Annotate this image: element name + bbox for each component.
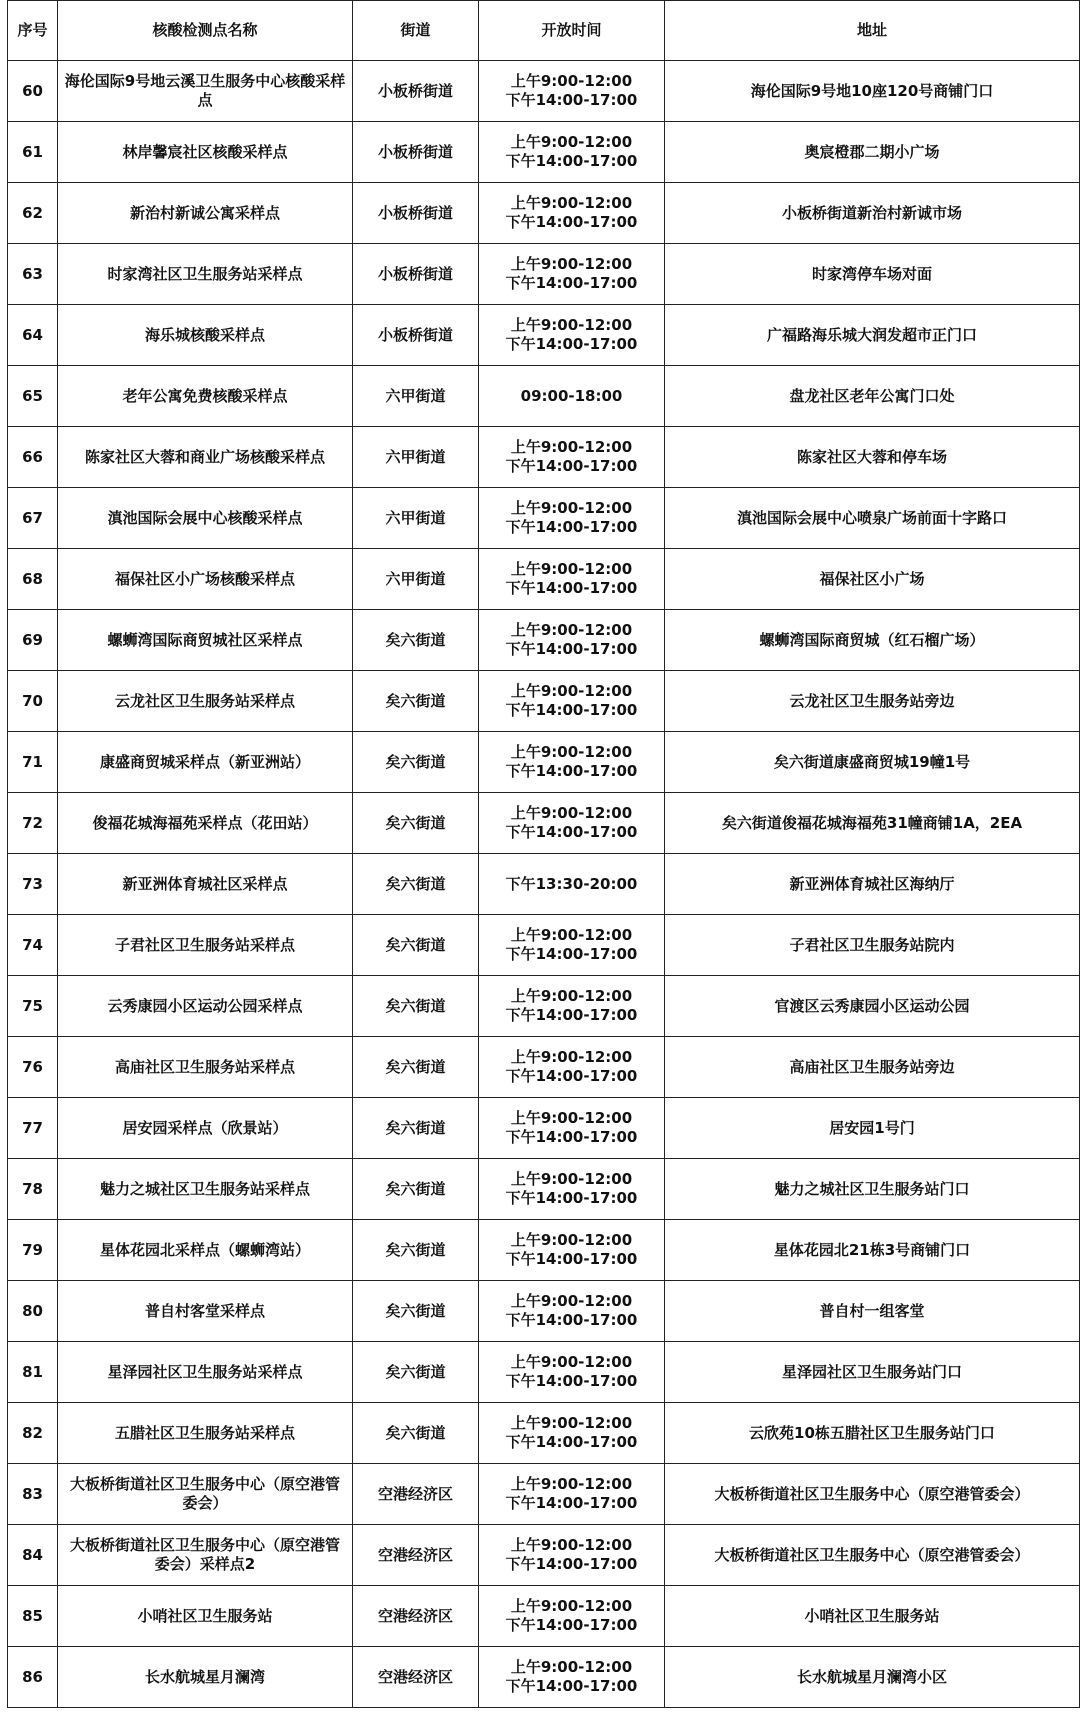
cell-open-hours <box>479 1525 665 1586</box>
open-hours-line: 下午14:00-17:00 <box>505 457 638 475</box>
cell-street: 矣六街道 <box>353 1403 479 1464</box>
cell-street: 矣六街道 <box>353 854 479 915</box>
cell-address: 普自村一组客堂 <box>665 1281 1080 1342</box>
cell-address: 星泽园社区卫生服务站门口 <box>665 1342 1080 1403</box>
table-row <box>8 610 1080 671</box>
cell-address: 矣六街道康盛商贸城19幢1号 <box>665 732 1080 793</box>
open-hours-line: 下午14:00-17:00 <box>505 1372 638 1390</box>
cell-serial-number: 69 <box>8 610 58 671</box>
cell-address: 海伦国际9号地10座120号商铺门口 <box>665 61 1080 122</box>
open-hours-line: 上午9:00-12:00 <box>510 1536 633 1554</box>
open-hours-line: 下午14:00-17:00 <box>505 518 638 536</box>
table-row <box>8 244 1080 305</box>
cell-open-hours <box>479 305 665 366</box>
cell-street: 矣六街道 <box>353 1037 479 1098</box>
table-body <box>8 61 1080 1708</box>
table-row <box>8 1220 1080 1281</box>
cell-serial-number: 70 <box>8 671 58 732</box>
open-hours-line: 下午14:00-17:00 <box>505 1555 638 1573</box>
table-row <box>8 1525 1080 1586</box>
cell-street: 矣六街道 <box>353 793 479 854</box>
open-hours-line: 下午14:00-17:00 <box>505 1616 638 1634</box>
open-hours-line: 上午9:00-12:00 <box>510 1475 633 1493</box>
cell-site-name: 小哨社区卫生服务站 <box>58 1586 353 1647</box>
cell-serial-number: 75 <box>8 976 58 1037</box>
open-hours-line: 下午14:00-17:00 <box>505 1250 638 1268</box>
open-hours-line: 上午9:00-12:00 <box>510 255 633 273</box>
table-row <box>8 976 1080 1037</box>
cell-open-hours <box>479 427 665 488</box>
cell-site-name: 大板桥街道社区卫生服务中心（原空港管委会）采样点2 <box>58 1525 353 1586</box>
table-row <box>8 854 1080 915</box>
cell-open-hours <box>479 61 665 122</box>
open-hours-line: 下午14:00-17:00 <box>505 152 638 170</box>
cell-site-name: 新治村新诚公寓采样点 <box>58 183 353 244</box>
open-hours-line: 下午14:00-17:00 <box>505 1494 638 1512</box>
cell-street: 小板桥街道 <box>353 244 479 305</box>
table-header <box>8 1 1080 61</box>
table-row <box>8 671 1080 732</box>
open-hours-line: 下午14:00-17:00 <box>505 1189 638 1207</box>
cell-site-name: 螺蛳湾国际商贸城社区采样点 <box>58 610 353 671</box>
open-hours-line: 下午14:00-17:00 <box>505 945 638 963</box>
table-row <box>8 1403 1080 1464</box>
open-hours-line: 下午14:00-17:00 <box>505 1006 638 1024</box>
cell-site-name: 子君社区卫生服务站采样点 <box>58 915 353 976</box>
header-open-hours: 开放时间 <box>479 1 665 61</box>
open-hours-line: 上午9:00-12:00 <box>510 72 633 90</box>
cell-street: 六甲街道 <box>353 427 479 488</box>
open-hours-line: 上午9:00-12:00 <box>510 499 633 517</box>
cell-street: 六甲街道 <box>353 549 479 610</box>
cell-site-name: 高庙社区卫生服务站采样点 <box>58 1037 353 1098</box>
cell-open-hours <box>479 976 665 1037</box>
cell-serial-number: 73 <box>8 854 58 915</box>
table-row <box>8 1647 1080 1708</box>
open-hours-line: 下午13:30-20:00 <box>505 874 638 893</box>
cell-serial-number: 61 <box>8 122 58 183</box>
cell-open-hours <box>479 732 665 793</box>
cell-address: 长水航城星月澜湾小区 <box>665 1647 1080 1708</box>
cell-street: 矣六街道 <box>353 1220 479 1281</box>
cell-serial-number: 71 <box>8 732 58 793</box>
header-serial-number: 序号 <box>8 1 58 61</box>
cell-site-name: 大板桥街道社区卫生服务中心（原空港管委会） <box>58 1464 353 1525</box>
open-hours-line: 上午9:00-12:00 <box>510 438 633 456</box>
cell-open-hours <box>479 610 665 671</box>
cell-open-hours <box>479 1647 665 1708</box>
open-hours-line: 上午9:00-12:00 <box>510 133 633 151</box>
cell-site-name: 林岸馨宸社区核酸采样点 <box>58 122 353 183</box>
cell-address: 矣六街道俊福花城海福苑31幢商铺1A，2EA <box>665 793 1080 854</box>
table-row <box>8 793 1080 854</box>
cell-open-hours <box>479 854 665 915</box>
cell-open-hours <box>479 549 665 610</box>
table-row <box>8 61 1080 122</box>
cell-street: 矣六街道 <box>353 976 479 1037</box>
open-hours-line: 下午14:00-17:00 <box>505 701 638 719</box>
cell-open-hours <box>479 183 665 244</box>
cell-address: 盘龙社区老年公寓门口处 <box>665 366 1080 427</box>
open-hours-line: 上午9:00-12:00 <box>510 1292 633 1310</box>
cell-open-hours <box>479 488 665 549</box>
cell-open-hours <box>479 1220 665 1281</box>
cell-address: 陈家社区大蓉和停车场 <box>665 427 1080 488</box>
cell-serial-number: 82 <box>8 1403 58 1464</box>
cell-street: 六甲街道 <box>353 366 479 427</box>
open-hours-line: 上午9:00-12:00 <box>510 682 633 700</box>
table-row <box>8 1586 1080 1647</box>
cell-site-name: 海乐城核酸采样点 <box>58 305 353 366</box>
open-hours-line: 下午14:00-17:00 <box>505 823 638 841</box>
cell-open-hours <box>479 1586 665 1647</box>
open-hours-line: 下午14:00-17:00 <box>505 213 638 231</box>
cell-address: 大板桥街道社区卫生服务中心（原空港管委会） <box>665 1525 1080 1586</box>
open-hours-line: 上午9:00-12:00 <box>510 1658 633 1676</box>
cell-site-name: 长水航城星月澜湾 <box>58 1647 353 1708</box>
cell-address: 小哨社区卫生服务站 <box>665 1586 1080 1647</box>
cell-street: 小板桥街道 <box>353 305 479 366</box>
cell-open-hours <box>479 1037 665 1098</box>
table-row <box>8 366 1080 427</box>
open-hours-line: 上午9:00-12:00 <box>510 1170 633 1188</box>
cell-street: 空港经济区 <box>353 1464 479 1525</box>
table-row <box>8 915 1080 976</box>
open-hours-line: 上午9:00-12:00 <box>510 621 633 639</box>
header-row <box>8 1 1080 61</box>
cell-serial-number: 77 <box>8 1098 58 1159</box>
cell-site-name: 陈家社区大蓉和商业广场核酸采样点 <box>58 427 353 488</box>
open-hours-line: 上午9:00-12:00 <box>510 1231 633 1249</box>
cell-site-name: 俊福花城海福苑采样点（花田站） <box>58 793 353 854</box>
cell-address: 官渡区云秀康园小区运动公园 <box>665 976 1080 1037</box>
cell-site-name: 云龙社区卫生服务站采样点 <box>58 671 353 732</box>
cell-open-hours <box>479 1464 665 1525</box>
table-row <box>8 1281 1080 1342</box>
cell-street: 矣六街道 <box>353 610 479 671</box>
testing-sites-table <box>7 0 1080 1708</box>
open-hours-line: 09:00-18:00 <box>520 386 623 405</box>
cell-address: 星体花园北21栋3号商铺门口 <box>665 1220 1080 1281</box>
cell-serial-number: 63 <box>8 244 58 305</box>
cell-open-hours <box>479 1159 665 1220</box>
cell-serial-number: 64 <box>8 305 58 366</box>
cell-street: 小板桥街道 <box>353 183 479 244</box>
open-hours-line: 上午9:00-12:00 <box>510 316 633 334</box>
cell-site-name: 新亚洲体育城社区采样点 <box>58 854 353 915</box>
cell-address: 时家湾停车场对面 <box>665 244 1080 305</box>
cell-open-hours <box>479 366 665 427</box>
cell-site-name: 居安园采样点（欣景站） <box>58 1098 353 1159</box>
open-hours-line: 下午14:00-17:00 <box>505 1128 638 1146</box>
cell-street: 六甲街道 <box>353 488 479 549</box>
cell-site-name: 海伦国际9号地云溪卫生服务中心核酸采样点 <box>58 61 353 122</box>
cell-site-name: 魅力之城社区卫生服务站采样点 <box>58 1159 353 1220</box>
cell-address: 大板桥街道社区卫生服务中心（原空港管委会） <box>665 1464 1080 1525</box>
open-hours-line: 下午14:00-17:00 <box>505 1311 638 1329</box>
open-hours-line: 下午14:00-17:00 <box>505 579 638 597</box>
open-hours-line: 上午9:00-12:00 <box>510 1597 633 1615</box>
table-row <box>8 1159 1080 1220</box>
cell-street: 矣六街道 <box>353 671 479 732</box>
cell-address: 小板桥街道新治村新诚市场 <box>665 183 1080 244</box>
cell-open-hours <box>479 122 665 183</box>
cell-serial-number: 65 <box>8 366 58 427</box>
table-row <box>8 122 1080 183</box>
open-hours-line: 上午9:00-12:00 <box>510 926 633 944</box>
cell-address: 居安园1号门 <box>665 1098 1080 1159</box>
cell-street: 小板桥街道 <box>353 122 479 183</box>
header-address: 地址 <box>665 1 1080 61</box>
cell-address: 高庙社区卫生服务站旁边 <box>665 1037 1080 1098</box>
cell-street: 矣六街道 <box>353 1159 479 1220</box>
cell-serial-number: 79 <box>8 1220 58 1281</box>
cell-serial-number: 84 <box>8 1525 58 1586</box>
table-row <box>8 1098 1080 1159</box>
cell-serial-number: 60 <box>8 61 58 122</box>
cell-serial-number: 80 <box>8 1281 58 1342</box>
open-hours-line: 上午9:00-12:00 <box>510 194 633 212</box>
cell-site-name: 普自村客堂采样点 <box>58 1281 353 1342</box>
open-hours-line: 上午9:00-12:00 <box>510 1353 633 1371</box>
header-street: 街道 <box>353 1 479 61</box>
cell-address: 新亚洲体育城社区海纳厅 <box>665 854 1080 915</box>
open-hours-line: 下午14:00-17:00 <box>505 274 638 292</box>
table-row <box>8 488 1080 549</box>
cell-street: 矣六街道 <box>353 1281 479 1342</box>
table-row <box>8 183 1080 244</box>
cell-serial-number: 86 <box>8 1647 58 1708</box>
table-row <box>8 1342 1080 1403</box>
cell-serial-number: 85 <box>8 1586 58 1647</box>
cell-open-hours <box>479 793 665 854</box>
cell-serial-number: 76 <box>8 1037 58 1098</box>
table-row <box>8 305 1080 366</box>
cell-site-name: 星体花园北采样点（螺蛳湾站） <box>58 1220 353 1281</box>
open-hours-line: 上午9:00-12:00 <box>510 1048 633 1066</box>
cell-address: 云欣苑10栋五腊社区卫生服务站门口 <box>665 1403 1080 1464</box>
open-hours-line: 上午9:00-12:00 <box>510 804 633 822</box>
cell-address: 滇池国际会展中心喷泉广场前面十字路口 <box>665 488 1080 549</box>
cell-address: 广福路海乐城大润发超市正门口 <box>665 305 1080 366</box>
cell-open-hours <box>479 915 665 976</box>
cell-serial-number: 66 <box>8 427 58 488</box>
cell-street: 空港经济区 <box>353 1525 479 1586</box>
open-hours-line: 下午14:00-17:00 <box>505 1677 638 1695</box>
cell-site-name: 云秀康园小区运动公园采样点 <box>58 976 353 1037</box>
cell-address: 云龙社区卫生服务站旁边 <box>665 671 1080 732</box>
cell-open-hours <box>479 1403 665 1464</box>
cell-site-name: 五腊社区卫生服务站采样点 <box>58 1403 353 1464</box>
cell-serial-number: 72 <box>8 793 58 854</box>
cell-serial-number: 62 <box>8 183 58 244</box>
cell-address: 福保社区小广场 <box>665 549 1080 610</box>
cell-serial-number: 67 <box>8 488 58 549</box>
cell-open-hours <box>479 1098 665 1159</box>
open-hours-line: 上午9:00-12:00 <box>510 743 633 761</box>
cell-street: 小板桥街道 <box>353 61 479 122</box>
cell-address: 魅力之城社区卫生服务站门口 <box>665 1159 1080 1220</box>
cell-open-hours <box>479 671 665 732</box>
open-hours-line: 下午14:00-17:00 <box>505 91 638 109</box>
cell-serial-number: 81 <box>8 1342 58 1403</box>
open-hours-line: 下午14:00-17:00 <box>505 1067 638 1085</box>
table-row <box>8 1464 1080 1525</box>
cell-site-name: 滇池国际会展中心核酸采样点 <box>58 488 353 549</box>
cell-open-hours <box>479 1281 665 1342</box>
open-hours-line: 下午14:00-17:00 <box>505 335 638 353</box>
cell-address: 子君社区卫生服务站院内 <box>665 915 1080 976</box>
cell-street: 空港经济区 <box>353 1586 479 1647</box>
open-hours-line: 上午9:00-12:00 <box>510 1109 633 1127</box>
open-hours-line: 下午14:00-17:00 <box>505 640 638 658</box>
open-hours-line: 下午14:00-17:00 <box>505 762 638 780</box>
header-site-name: 核酸检测点名称 <box>58 1 353 61</box>
cell-open-hours <box>479 244 665 305</box>
open-hours-line: 上午9:00-12:00 <box>510 1414 633 1432</box>
cell-street: 矣六街道 <box>353 1342 479 1403</box>
cell-address: 螺蛳湾国际商贸城（红石榴广场） <box>665 610 1080 671</box>
cell-site-name: 福保社区小广场核酸采样点 <box>58 549 353 610</box>
cell-site-name: 时家湾社区卫生服务站采样点 <box>58 244 353 305</box>
table-row <box>8 549 1080 610</box>
table-row <box>8 732 1080 793</box>
open-hours-line: 上午9:00-12:00 <box>510 987 633 1005</box>
cell-site-name: 老年公寓免费核酸采样点 <box>58 366 353 427</box>
cell-site-name: 康盛商贸城采样点（新亚洲站） <box>58 732 353 793</box>
cell-serial-number: 68 <box>8 549 58 610</box>
cell-street: 矣六街道 <box>353 915 479 976</box>
cell-serial-number: 83 <box>8 1464 58 1525</box>
cell-site-name: 星泽园社区卫生服务站采样点 <box>58 1342 353 1403</box>
cell-street: 矣六街道 <box>353 1098 479 1159</box>
cell-serial-number: 74 <box>8 915 58 976</box>
cell-street: 矣六街道 <box>353 732 479 793</box>
cell-address: 奥宸橙郡二期小广场 <box>665 122 1080 183</box>
open-hours-line: 下午14:00-17:00 <box>505 1433 638 1451</box>
cell-street: 空港经济区 <box>353 1647 479 1708</box>
cell-open-hours <box>479 1342 665 1403</box>
cell-serial-number: 78 <box>8 1159 58 1220</box>
testing-sites-document <box>7 0 1080 1708</box>
table-row <box>8 1037 1080 1098</box>
table-row <box>8 427 1080 488</box>
open-hours-line: 上午9:00-12:00 <box>510 560 633 578</box>
